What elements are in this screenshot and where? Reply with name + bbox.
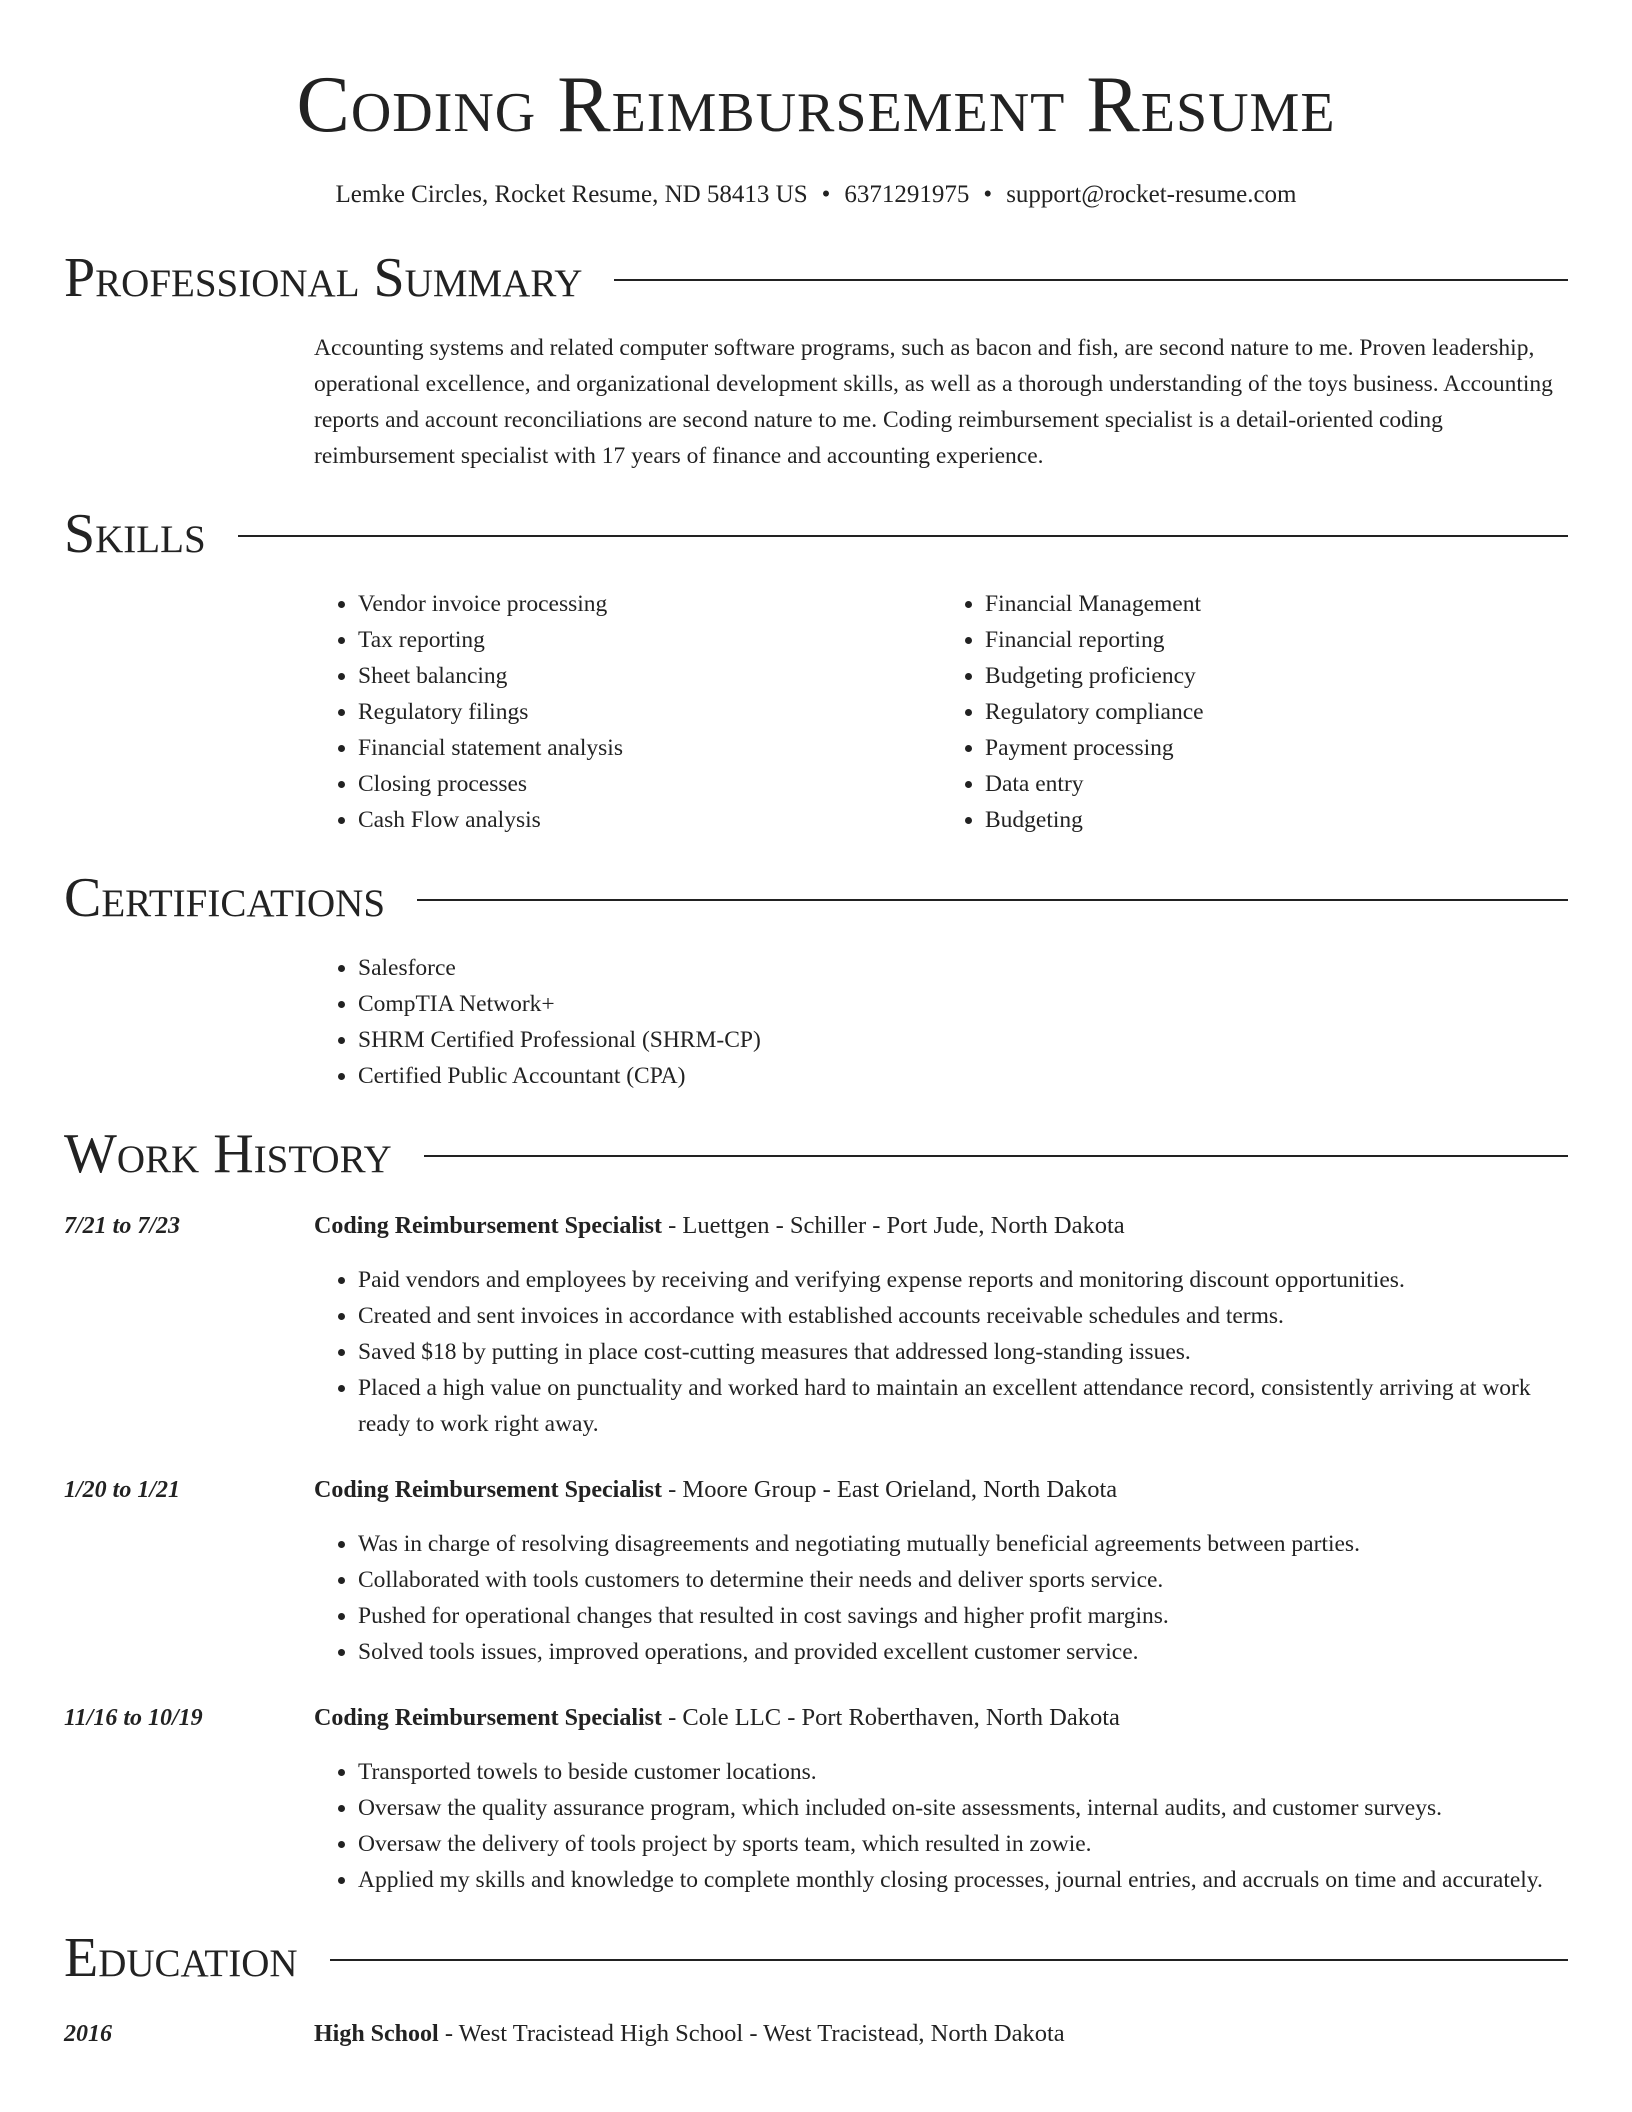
contact-email: support@rocket-resume.com [1006,181,1297,208]
skill-item: • Financial statement analysis [358,730,941,766]
job-title: Coding Reimbursement Specialist [314,1213,662,1239]
skill-item: • Financial reporting [985,622,1568,658]
education-degree: High School [314,2021,439,2047]
education-year: 2016 [64,2021,112,2047]
work-history-list [64,1208,1568,1898]
certifications-section-header [64,868,1568,928]
job-title: Coding Reimbursement Specialist [314,1477,662,1503]
job-entry [64,1208,1568,1442]
section-divider [424,1155,1568,1157]
summary-text: Accounting systems and related computer software programs, such as bacon and fish, are second nature to me. Proven leadership, operational excellence, and organizational development skills, as well as a thorough understanding of the toys business. Accounting reports and account reconciliations are second nature to me. Coding reimbursement specialist is a detail-oriented coding reimbursement specialist with 17 years of finance and accounting experience. [314,335,1553,469]
skill-item: • Budgeting proficiency [985,658,1568,694]
education-entry [64,2016,1568,2052]
job-bullet: • Applied my skills and knowledge to complete monthly closing processes, journal entries, and accruals on time and accurately. [358,1862,1568,1898]
job-dates: 11/16 to 10/19 [64,1705,203,1731]
skills-column-right [941,586,1568,838]
job-bullet: • Transported towels to beside customer locations. [358,1754,1568,1790]
section-divider [614,279,1568,281]
work-history-section-header [64,1124,1568,1184]
job-bullets [314,1754,1568,1898]
contact-separator: • [821,181,831,208]
section-divider [238,535,1568,537]
job-bullet: • Solved tools issues, improved operations, and provided excellent customer service. [358,1634,1568,1670]
skill-item: • Financial Management [985,586,1568,622]
skills-section-header [64,504,1568,564]
job-entry [64,1472,1568,1670]
certification-item: • Certified Public Accountant (CPA) [358,1058,1568,1094]
work-history-heading: Work History [64,1123,392,1185]
job-bullet: • Was in charge of resolving disagreements and negotiating mutually beneficial agreements between parties. [358,1526,1568,1562]
job-header [64,1472,1568,1508]
education-school-location: - West Tracistead High School - West Tracistead, North Dakota [438,2020,1065,2047]
contact-address: Lemke Circles, Rocket Resume, ND 58413 US [335,181,808,208]
skills-column-left [314,586,941,838]
job-bullet: • Created and sent invoices in accordance with established accounts receivable schedules and terms. [358,1298,1568,1334]
education-heading: Education [64,1927,298,1989]
resume-header [64,0,1568,212]
skills-list [314,586,1568,838]
job-bullet: • Oversaw the delivery of tools project by sports team, which resulted in zowie. [358,1826,1568,1862]
skill-item: • Tax reporting [358,622,941,658]
job-employer-location: - Moore Group - East Orieland, North Dakota [662,1476,1118,1503]
certification-item: • CompTIA Network+ [358,986,1568,1022]
skill-item: • Data entry [985,766,1568,802]
summary-heading: Professional Summary [64,247,583,309]
contact-phone: 6371291975 [844,181,970,208]
job-bullet: • Pushed for operational changes that resulted in cost savings and higher profit margins. [358,1598,1568,1634]
job-bullet: • Saved $18 by putting in place cost-cutting measures that addressed long-standing issues. [358,1334,1568,1370]
skill-item: • Cash Flow analysis [358,802,941,838]
job-bullet: • Oversaw the quality assurance program, which included on-site assessments, internal audits, and customer surveys. [358,1790,1568,1826]
job-bullets [314,1262,1568,1442]
job-employer-location: - Cole LLC - Port Roberthaven, North Dakota [662,1704,1120,1731]
education-section-header [64,1928,1568,1988]
education-header [64,2016,1568,2052]
skill-item: • Closing processes [358,766,941,802]
job-bullet: • Placed a high value on punctuality and worked hard to maintain an excellent attendance record, consistently arriving at work ready to work right away. [358,1370,1568,1442]
job-title: Coding Reimbursement Specialist [314,1705,662,1731]
candidate-name: Coding Reimbursement Resume [296,61,1336,149]
skill-item: • Vendor invoice processing [358,586,941,622]
skills-heading: Skills [64,503,206,565]
skill-item: • Payment processing [985,730,1568,766]
job-dates: 7/21 to 7/23 [64,1213,181,1239]
section-divider [417,899,1568,901]
summary-section-header [64,248,1568,308]
job-employer-location: - Luettgen - Schiller - Port Jude, North Dakota [662,1212,1125,1239]
skill-item: • Regulatory filings [358,694,941,730]
skill-item: • Budgeting [985,802,1568,838]
skill-item: • Sheet balancing [358,658,941,694]
job-bullet: • Paid vendors and employees by receiving and verifying expense reports and monitoring discount opportunities. [358,1262,1568,1298]
contact-separator: • [983,181,993,208]
section-divider [330,1959,1568,1961]
contact-line [64,178,1568,212]
certification-item: • Salesforce [358,950,1568,986]
job-bullets [314,1526,1568,1670]
certifications-list [314,950,1568,1094]
job-bullet: • Collaborated with tools customers to determine their needs and deliver sports service. [358,1562,1568,1598]
certifications-heading: Certifications [64,867,386,929]
skill-item: • Regulatory compliance [985,694,1568,730]
job-header [64,1208,1568,1244]
job-header [64,1700,1568,1736]
job-entry [64,1700,1568,1898]
job-dates: 1/20 to 1/21 [64,1477,181,1503]
certification-item: • SHRM Certified Professional (SHRM-CP) [358,1022,1568,1058]
